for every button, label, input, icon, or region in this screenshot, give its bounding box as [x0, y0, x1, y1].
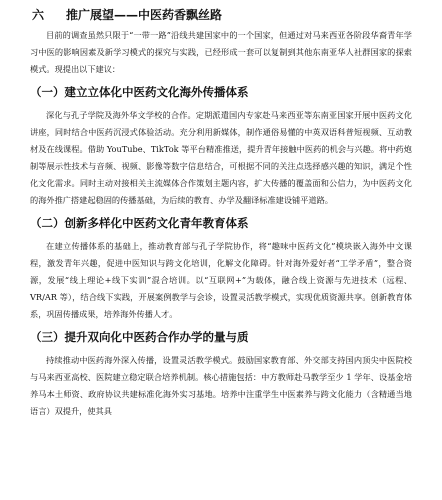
chapter-title — [32, 6, 412, 24]
section-body-2: 在建立传播体系的基础上，推动教育部与孔子学院协作，将“趣味中医药文化”模块嵌入海外中文课程，激发青年兴趣，促进中医知识与跨文化培训，化解文化障碍。针对海外爱好者“工学矛盾”，整合资源，发展“线上理论+线下实训”混合培训。以“互联网+”为载体，融合线上资源与先进技术（远程、VR/AR 等），结合线下实践，开展案例教学与会诊，设置灵活教学模式，实现优质资源共享。创新教育体系，巩固传播成果，培养海外传播人才。 — [30, 241, 412, 319]
section-body-1: 深化与孔子学院及海外华文学校的合作。定期派遣国内专家赴马来西亚等东南亚国家开展中医药文化讲座，同时结合中医药沉浸式体验活动。充分利用新媒体，制作通俗易懂的中英双语科普短视频、互动教材及在线课程。借助 YouTube、TikTok 等平台精准推送，提升青年接触中医药的机会与兴趣。将中药炮制等展示性技术与音频、视频、影像等数字信息结合，可根据不同的关注点选择感兴趣的知识，满足个性化文化需求。同时主动对接相关主流媒体合作策划主题内容，扩大传播的覆盖面和公信力，为中医药文化的海外推广搭建起稳固的传播基础，为后续的教育、办学及翻译标准建设铺平道路。 — [30, 110, 412, 205]
section-heading-1: （一）建立立体化中医药文化海外传播体系 — [30, 85, 249, 99]
intro-paragraph: 目前的调查虽然只限于“一带一路”沿线共建国家中的一个国家，但通过对马来西亚各阶段华裔青年学习中医的影响因素及新学习模式的探究与实践，已经形成一套可以复制到其他东南亚华人社群国家的探索模式。现提出以下建议： — [30, 30, 412, 74]
chapter-title-text: 推广展望——中医药香飘丝路 — [66, 8, 223, 22]
section-body-3: 持续推动中医药海外深入传播，设置灵活教学模式。鼓励国家教育部、外交部支持国内顶尖中医院校与马来西亚高校、医院建立稳定联合培养机制。核心措施包括：中方教师赴马教学至少 1 学年、设基金培养马本土师资、政府协议共建标准化海外实习基地。培养中注重学生中医素养与跨文化能力（含精通当地语言）双提升，使其具 — [30, 355, 412, 416]
chapter-number: 六 — [32, 8, 45, 22]
section-heading-2: （二）创新多样化中医药文化青年教育体系 — [30, 216, 249, 230]
section-heading-3: （三）提升双向化中医药合作办学的量与质 — [30, 330, 249, 344]
